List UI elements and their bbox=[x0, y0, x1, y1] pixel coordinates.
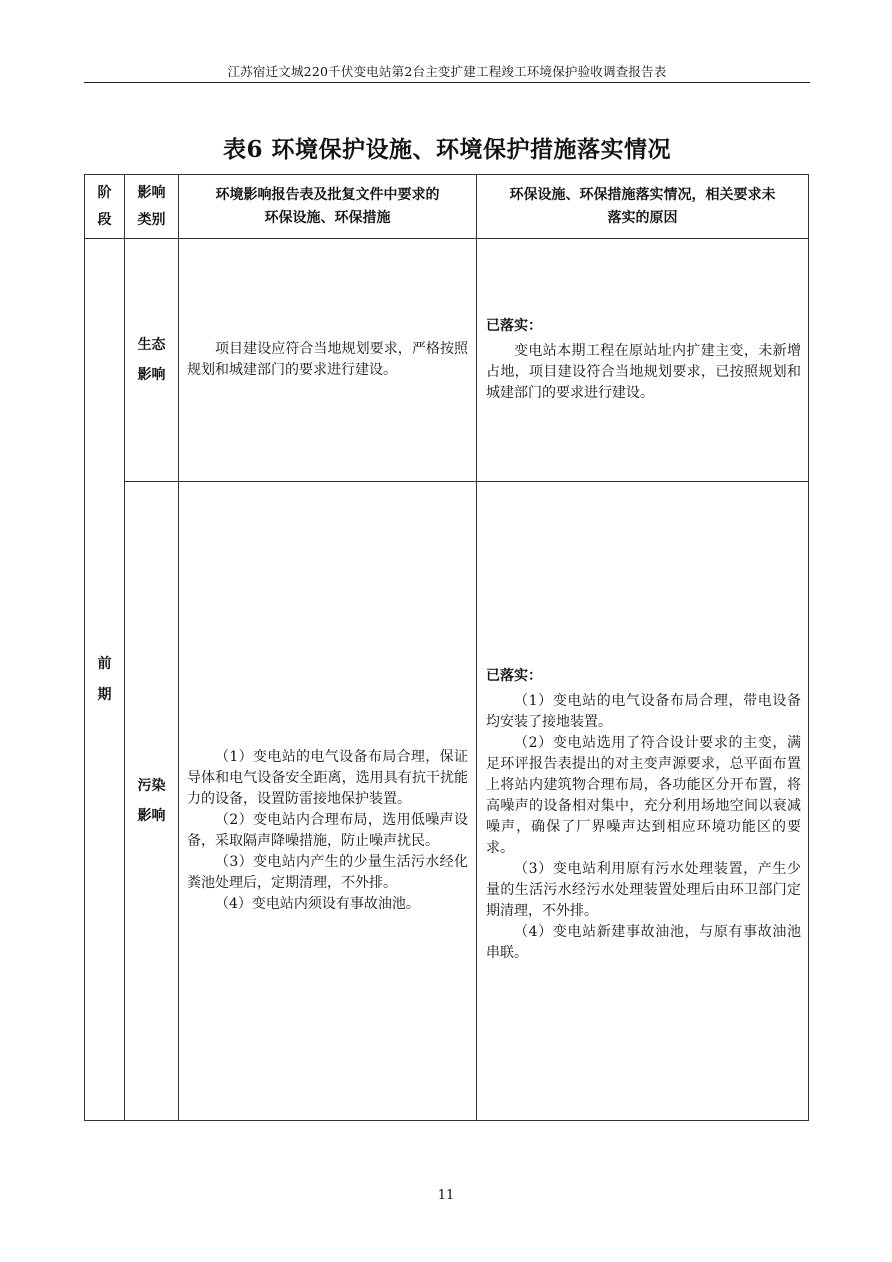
requirements-cell bbox=[179, 239, 477, 482]
stage-cell bbox=[85, 239, 125, 1121]
header-requirements-line-2: 环保设施、环保措施 bbox=[264, 209, 391, 226]
table-row bbox=[85, 482, 809, 1121]
stage-line-2: 期 bbox=[97, 686, 112, 703]
implementation-cell bbox=[477, 482, 809, 1121]
implementation-cell bbox=[477, 239, 809, 482]
header-implementation-line-1: 环保设施、环保措施落实情况，相关要求未 bbox=[509, 186, 776, 203]
implementation-item: （1）变电站的电气设备布局合理，带电设备均安装了接地装置。 bbox=[486, 693, 801, 730]
implementation-item: （2）变电站选用了符合设计要求的主变，满足环评报告表提出的对主变声源要求，总平面布置上将站内建筑物合理布局，各功能区分开布置，将高噪声的设备相对集中，充分利用场地空间以衰减噪声，确保了厂界噪声达到相应环境功能区的要求。 bbox=[486, 735, 801, 856]
implementation-item: （4）变电站新建事故油池，与原有事故油池串联。 bbox=[486, 924, 801, 961]
header-impact-type-line-2: 类别 bbox=[137, 211, 166, 228]
status-label: 已落实： bbox=[486, 668, 542, 684]
header-stage bbox=[85, 175, 125, 239]
requirement-item: （3）变电站内产生的少量生活污水经化粪池处理后，定期清理，不外排。 bbox=[187, 854, 468, 891]
stage-line-1: 前 bbox=[97, 655, 112, 672]
header-stage-line-2: 段 bbox=[97, 211, 112, 228]
implementation-item: （3）变电站利用原有污水处理装置，产生少量的生活污水经污水处理装置处理后由环卫部门定期清理，不外排。 bbox=[486, 861, 801, 919]
running-header: 江苏宿迁文城220千伏变电站第2台主变扩建工程竣工环境保护验收调查报告表 bbox=[227, 64, 667, 79]
requirement-item: （1）变电站的电气设备布局合理，保证导体和电气设备安全距离，选用具有抗干扰能力的设备，设置防雷接地保护装置。 bbox=[187, 749, 468, 807]
header-impact-type bbox=[125, 175, 179, 239]
header-rule bbox=[84, 82, 810, 83]
impact-type-line-2: 影响 bbox=[137, 367, 166, 383]
header-impact-type-line-1: 影响 bbox=[137, 184, 166, 201]
requirement-item: （4）变电站内须设有事故油池。 bbox=[215, 896, 420, 912]
requirement-item: （2）变电站内合理布局，选用低噪声设备，采取隔声降噪措施，防止噪声扰民。 bbox=[187, 812, 468, 849]
requirement-item: 项目建设应符合当地规划要求，严格按照规划和城建部门的要求进行建设。 bbox=[187, 341, 468, 378]
impact-type-line-1: 污染 bbox=[137, 778, 166, 794]
impact-type-line-1: 生态 bbox=[137, 337, 166, 353]
impact-type-ecological bbox=[125, 239, 179, 482]
table-header-row bbox=[85, 175, 809, 239]
implementation-item: 变电站本期工程在原站址内扩建主变，未新增占地，项目建设符合当地规划要求，已按照规划和城建部门的要求进行建设。 bbox=[486, 343, 801, 401]
table-row bbox=[85, 239, 809, 482]
header-requirements-line-1: 环境影响报告表及批复文件中要求的 bbox=[215, 186, 440, 203]
header-implementation-line-2: 落实的原因 bbox=[607, 209, 678, 226]
requirements-cell bbox=[179, 482, 477, 1121]
header-implementation bbox=[477, 175, 809, 239]
page-number: 11 bbox=[437, 1188, 455, 1203]
header-requirements bbox=[179, 175, 477, 239]
status-label: 已落实： bbox=[486, 318, 542, 334]
header-stage-line-1: 阶 bbox=[97, 184, 112, 201]
page-title: 表6 环境保护设施、环境保护措施落实情况 bbox=[222, 136, 671, 163]
measures-table bbox=[84, 174, 809, 1121]
impact-type-line-2: 影响 bbox=[137, 808, 166, 824]
impact-type-pollution bbox=[125, 482, 179, 1121]
